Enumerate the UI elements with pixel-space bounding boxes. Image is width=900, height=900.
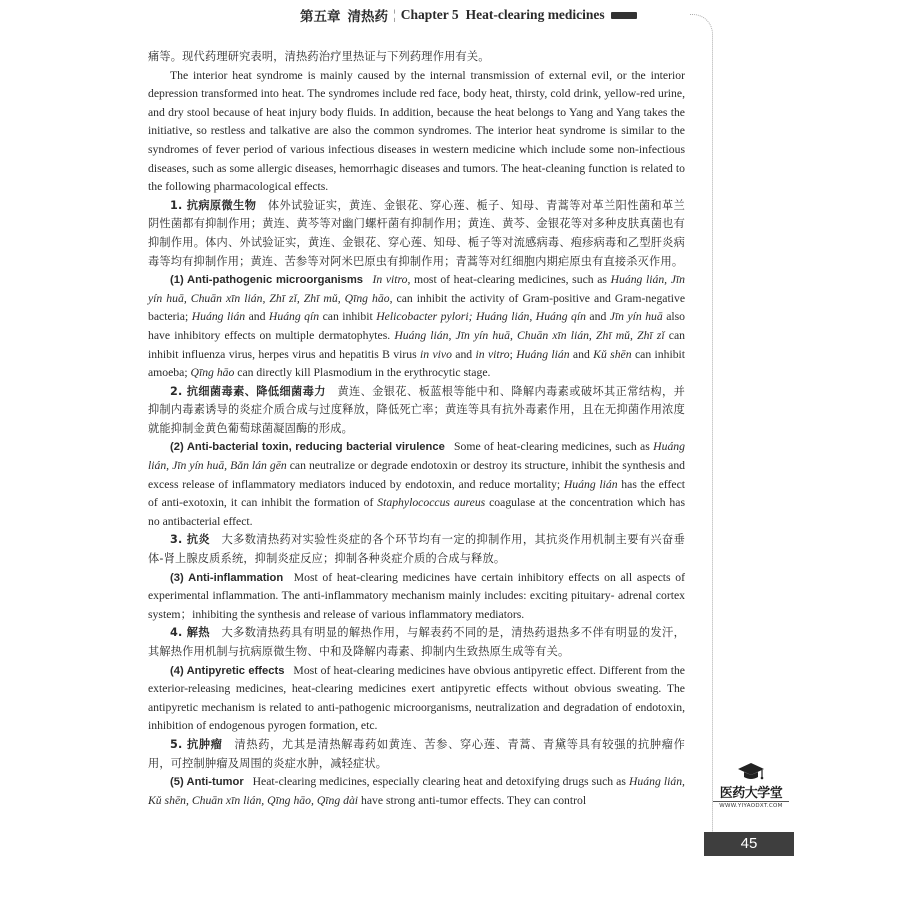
text-run: can neutralize or degrade endotoxin or destroy its structure, inhibit the synthesis and excess release of inflammatory mediators induced by endotoxin, and reduce mortality; [148, 459, 686, 491]
section-heading-zh: 1. 抗病原微生物 [170, 198, 257, 212]
italic-term: Qīng hāo [190, 366, 235, 380]
italic-term: Huáng lián, Jīn yín huā, Chuān xīn lián, Zhī zǐ, Zhī mǔ, Qīng hāo [148, 273, 685, 305]
section-4-en [148, 662, 685, 736]
section-body-zh: 大多数清热药对实验性炎症的各个环节均有一定的抑制作用，其抗炎作用机制主要有兴奋垂体-肾上腺皮质系统，抑制炎症反应；抑制各种炎症介质的合成与释放。 [148, 533, 685, 566]
text-run: can inhibit [319, 310, 377, 324]
header-title-en: Heat-clearing medicines [465, 7, 605, 22]
text-run: , can inhibit the activity of Gram-positive and Gram-negative bacteria; [148, 291, 686, 324]
page-number: 45 [704, 832, 794, 856]
page-body [148, 48, 685, 810]
section-1-en [148, 271, 685, 383]
header-title-zh: 清热药 [347, 9, 388, 24]
section-heading-en: (2) Anti-bacterial toxin, reducing bacterial virulence [170, 441, 445, 454]
text-run: ; [509, 347, 517, 361]
section-2-zh [148, 383, 685, 439]
header-bar [611, 12, 637, 19]
text-run: coagulase at the concentration which has no antibacterial effect. [148, 496, 685, 528]
text-run: Heat-clearing medicines, especially clearing heat and detoxifying drugs such as [252, 775, 629, 789]
logo-url: WWW.YIYAODXT.COM [713, 801, 789, 809]
logo-name: 医药大学堂 [719, 786, 783, 801]
running-header [300, 4, 720, 26]
section-5-zh [148, 736, 685, 773]
italic-term: Staphylococcus aureus [377, 496, 486, 510]
italic-term: Kǔ shēn [593, 347, 632, 361]
text-run: and [451, 347, 476, 361]
italic-term: in vitro [475, 347, 510, 361]
graduation-cap-icon [737, 762, 765, 782]
text-run: Most of heat-clearing medicines have obvious antipyretic effect. Different from the exterior-releasing medicines, heat-clearing medicines exert antipyretic effects without obvious sweating. The antipyretic mechanism is related to anti-pathogenic microorganisms, neutralization and degradation of endotoxin, inhibition of endogenous pyrogen formation, etc. [148, 663, 685, 733]
text-run: can inhibit amoeba; [148, 347, 686, 380]
section-body-zh: 体外试验证实，黄连、金银花、穿心莲、栀子、知母、青蒿等对革兰阳性菌和革兰阴性菌都有抑制作用；黄连、黄芩等对幽门螺杆菌有抑制作用；黄连、黄芩、金银花等对多种皮肤真菌也有抑制作用。体内、外试验证实，黄连、金银花、穿心莲、知母、栀子等对流感病毒、疱疹病毒和乙型肝炎病毒等均有抑制作用；黄连、苦参等对阿米巴原虫有抑制作用；青蒿等对红细胞内期疟原虫有直接杀灭作用。 [148, 198, 686, 268]
text-run: also have inhibitory effects on multiple dermatophytes. [148, 310, 686, 342]
text-run: has the effect of anti-exotoxin, it can inhibit the formation of [148, 477, 685, 510]
italic-term: Huáng lián [563, 477, 618, 491]
header-chapter-en: Chapter 5 [400, 7, 459, 22]
section-heading-en: (5) Anti-tumor [170, 776, 244, 789]
sections-container [148, 197, 685, 811]
intro-paragraph-zh: 痛等。现代药理研究表明，清热药治疗里热证与下列药理作用有关。 [148, 50, 490, 63]
italic-term: Huáng lián, Jīn yín huā, Bǎn lán gēn [148, 440, 685, 473]
section-3-zh [148, 531, 685, 568]
page-edge-decoration [690, 14, 713, 837]
text-run: can directly kill Plasmodium in the erythrocytic stage. [234, 366, 491, 380]
section-body-zh: 黄连、金银花、板蓝根等能中和、降解内毒素或破坏其正常结构，并抑制内毒素诱导的炎症介质合成与过度释放，降低死亡率；黄连等具有抗外毒素作用，且在无抑菌作用浓度就能抑制金黄色葡萄球菌凝固酶的形成。 [148, 384, 685, 435]
section-body-zh: 清热药，尤其是清热解毒药如黄连、苦参、穿心莲、青蒿、青黛等具有较强的抗肿瘤作用，可控制肿瘤及周围的炎症水肿，减轻症状。 [148, 737, 685, 770]
text-run: have strong anti-tumor effects. They can control [358, 793, 587, 807]
section-2-en [148, 438, 685, 531]
italic-term: In vitro [372, 273, 408, 287]
header-separator: ¦ [393, 7, 396, 22]
section-heading-zh: 2. 抗细菌毒素、降低细菌毒力 [170, 384, 326, 398]
text-run: Most of heat-clearing medicines have certain inhibitory effects on all aspects of experimental inflammation. The anti-inflammatory mechanism mainly includes: exciting pituitary- adrenal cortex system；inhibiting the synthesis and release of various inflammatory mediators. [148, 570, 685, 621]
text-run: and [569, 347, 594, 361]
italic-term: Huáng lián, Jīn yín huā, Chuān xīn lián, Zhī mǔ, Zhī zǐ [394, 328, 665, 342]
italic-term: Huáng qín [268, 310, 320, 324]
section-heading-en: (4) Antipyretic effects [170, 664, 285, 677]
italic-term: Jīn yín huā [609, 310, 663, 324]
text-run: Some of heat-clearing medicines, such as [454, 440, 654, 454]
section-heading-en: (3) Anti-inflammation [170, 571, 284, 584]
section-body-zh: 大多数清热药具有明显的解热作用，与解表药不同的是，清热药退热多不伴有明显的发汗，其解热作用机制与抗病原微生物、中和及降解内毒素、抑制内生致热原生成等有关。 [148, 626, 685, 658]
section-heading-zh: 5. 抗肿瘤 [170, 737, 223, 751]
header-chapter-zh: 第五章 [300, 9, 341, 24]
section-4-zh [148, 624, 685, 661]
text-run: and [245, 310, 269, 324]
section-3-en [148, 569, 685, 625]
italic-term: Huáng lián, Kǔ shēn, Chuān xīn lián, Qīng hāo, Qīng dài [148, 775, 685, 807]
section-5-en [148, 773, 685, 810]
text-run: , most of heat-clearing medicines, such as [407, 273, 611, 287]
section-heading-zh: 4. 解热 [170, 626, 210, 640]
text-run: can inhibit influenza virus, herpes virus and hepatitis B virus [148, 328, 685, 361]
publisher-logo [713, 762, 789, 820]
section-1-zh [148, 197, 685, 271]
italic-term: in vivo [420, 347, 452, 361]
intro-paragraph-en: The interior heat syndrome is mainly caused by the internal transmission of external evil, or the interior depression transformed into heat. The syndromes include red face, body heat, thirsty, cold drink, yellow-red urine, and dry stool because of heat injury body fluids. In addition, because the heat belongs to Yang and Yang takes the initiative, so restless and talkative are also the common syndromes. The interior heat syndrome is similar to the syndromes of fever period of various infectious diseases in western medicine which include some non-infectious diseases, such as some allergic diseases, hemorrhagic diseases and tumors. The heat-cleaning function is related to the following pharmacological effects. [148, 68, 685, 194]
italic-term: Huáng lián [191, 310, 246, 324]
italic-term: Helicobacter pylori; Huáng lián, Huáng qín [376, 310, 586, 324]
text-run: and [585, 310, 610, 324]
section-heading-en: (1) Anti-pathogenic microorganisms [170, 274, 364, 287]
italic-term: Huáng lián [516, 347, 570, 361]
section-heading-zh: 3. 抗炎 [170, 533, 210, 547]
